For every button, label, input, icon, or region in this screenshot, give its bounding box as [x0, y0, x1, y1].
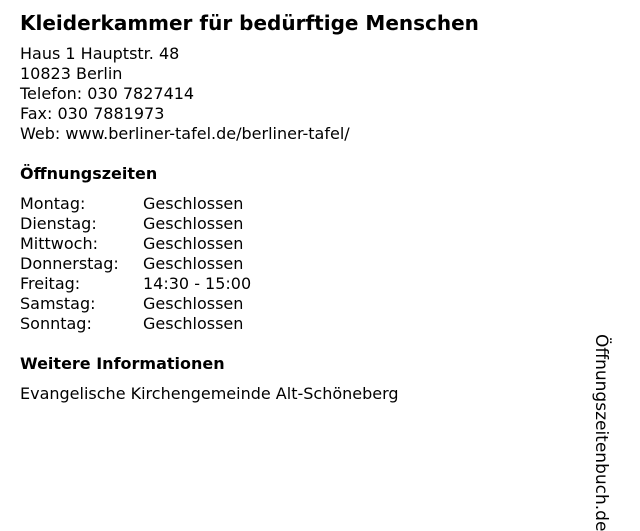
hours-row-monday — [20, 194, 251, 214]
address-phone: Telefon: 030 7827414 — [20, 84, 195, 103]
hours-row-tuesday — [20, 214, 251, 234]
hours-row-saturday — [20, 294, 251, 314]
hours-day: Samstag: — [20, 294, 96, 313]
hours-day: Mittwoch: — [20, 234, 98, 253]
hours-time: 14:30 - 15:00 — [143, 274, 252, 293]
opening-hours-table — [20, 194, 251, 334]
address-fax: Fax: 030 7881973 — [20, 104, 165, 123]
watermark: Öffnungszeitenbuch.de — [591, 334, 611, 531]
address-web: Web: www.berliner-tafel.de/berliner-tafel/ — [20, 124, 350, 143]
hours-day: Sonntag: — [20, 314, 92, 333]
hours-day: Freitag: — [20, 274, 81, 293]
address-street: Haus 1 Hauptstr. 48 — [20, 44, 180, 63]
hours-time: Geschlossen — [143, 294, 244, 313]
hours-row-wednesday — [20, 234, 251, 254]
address-city: 10823 Berlin — [20, 64, 123, 83]
hours-time: Geschlossen — [143, 214, 244, 233]
opening-hours-heading: Öffnungszeiten — [20, 164, 158, 183]
more-info-text: Evangelische Kirchengemeinde Alt-Schöneberg — [20, 384, 399, 403]
hours-row-friday — [20, 274, 251, 294]
hours-row-sunday — [20, 314, 251, 334]
more-info-heading: Weitere Informationen — [20, 354, 225, 373]
address-block — [20, 44, 350, 144]
hours-time: Geschlossen — [143, 194, 244, 213]
hours-day: Donnerstag: — [20, 254, 119, 273]
hours-day: Dienstag: — [20, 214, 97, 233]
hours-time: Geschlossen — [143, 234, 244, 253]
hours-row-thursday — [20, 254, 251, 274]
page-title: Kleiderkammer für bedürftige Menschen — [20, 11, 479, 35]
hours-time: Geschlossen — [143, 254, 244, 273]
hours-day: Montag: — [20, 194, 86, 213]
hours-time: Geschlossen — [143, 314, 244, 333]
